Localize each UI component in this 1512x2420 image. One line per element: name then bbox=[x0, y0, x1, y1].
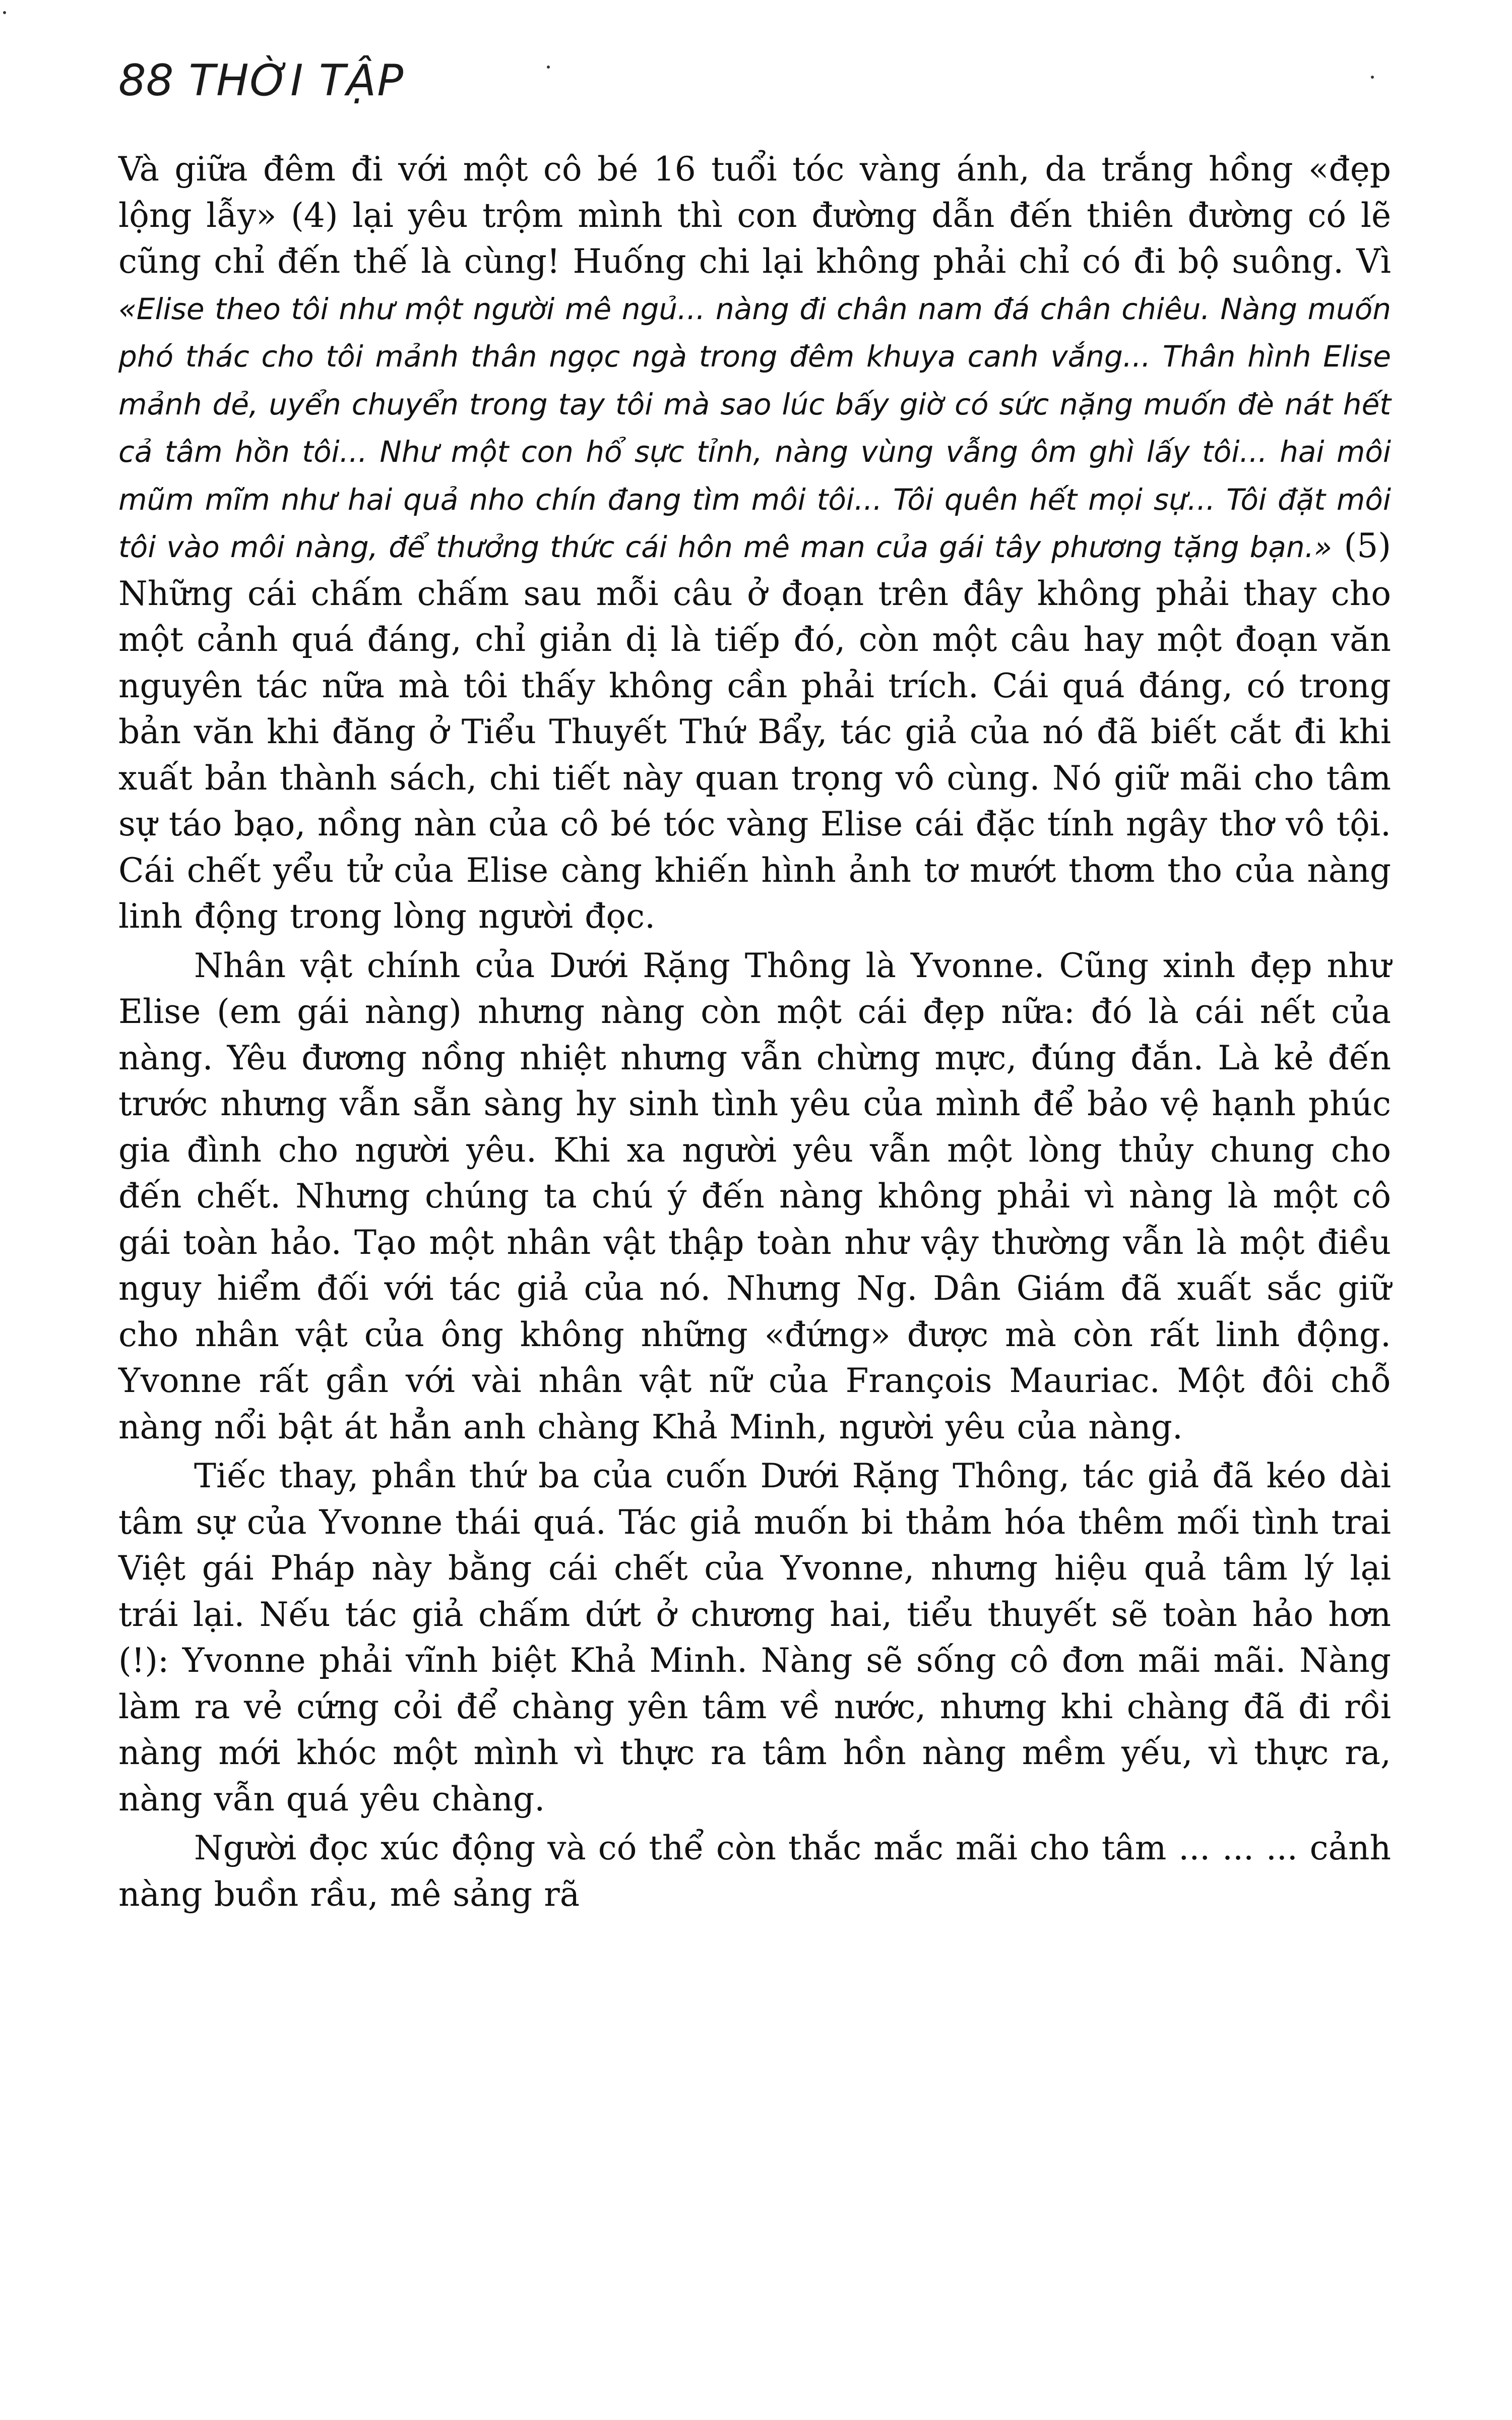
text-segment: Nhân vật chính của Dưới Rặng Thông là Yvonne. Cũng xinh đẹp như Elise (em gái nàng) nhưng nàng còn một cái đẹp nữa: đó là cái nết của nàng. Yêu đương nồng nhiệt nhưng vẫn chừng mực, đúng đắn. Là kẻ đến trước nhưng vẫn sẵn sàng hy sinh tình yêu của mình để bảo vệ hạnh phúc gia đình cho người yêu. Khi xa người yêu vẫn một lòng thủy chung cho đến chết. Nhưng chúng ta chú ý đến nàng không phải vì nàng là một cô gái toàn hảo. Tạo một nhân vật thập toàn như vậy thường vẫn là một điều nguy hiểm đối với tác giả của nó. Nhưng Ng. Dân Giám đã xuất sắc giữ cho nhân vật của ông không những «đứng» được mà còn rất linh động. Yvonne rất gần với vài nhân vật nữ của François Mauriac. Một đôi chỗ nàng nổi bật át hẳn anh chàng Khả Minh, người yêu của nàng. bbox=[118, 946, 1391, 1446]
page-header bbox=[118, 55, 1391, 126]
page-number: 88 bbox=[118, 55, 174, 106]
paragraph-1 bbox=[118, 146, 1391, 940]
scan-speck bbox=[1371, 76, 1374, 79]
paragraph-3 bbox=[118, 1453, 1391, 1822]
body-text bbox=[118, 146, 1391, 1917]
text-segment: Tiếc thay, phần thứ ba của cuốn Dưới Rặng Thông, tác giả đã kéo dài tâm sự của Yvonne thái quá. Tác giả muốn bi thảm hóa thêm mối tình trai Việt gái Pháp này bằng cái chết của Yvonne, nhưng hiệu quả tâm lý lại trái lại. Nếu tác giả chấm dứt ở chương hai, tiểu thuyết sẽ toàn hảo hơn (!): Yvonne phải vĩnh biệt Khả Minh. Nàng sẽ sống cô đơn mãi mãi. Nàng làm ra vẻ cứng cỏi để chàng yên tâm về nước, nhưng khi chàng đã đi rồi nàng mới khóc một mình vì thực ra tâm hồn nàng mềm yếu, vì thực ra, nàng vẫn quá yêu chàng. bbox=[118, 1457, 1391, 1819]
scan-speck bbox=[547, 66, 550, 69]
running-title: THỜI TẬP bbox=[188, 55, 405, 106]
quoted-passage: «Elise theo tôi như một người mê ngủ... nàng đi chân nam đá chân chiêu. Nàng muốn phó thác cho tôi mảnh thân ngọc ngà trong đêm khuya canh vắng... Thân hình Elise mảnh dẻ, uyển chuyển trong tay tôi mà sao lúc bấy giờ có sức nặng muốn đè nát hết cả tâm hồn tôi... Như một con hổ sực tỉnh, nàng vùng vẫng ôm ghì lấy tôi... hai môi mũm mĩm như hai quả nho chín đang tìm môi tôi... Tôi quên hết mọi sự... Tôi đặt môi tôi vào môi nàng, để thưởng thức cái hôn mê man của gái tây phương tặng bạn.» bbox=[118, 291, 1391, 564]
text-segment: Người đọc xúc động và có thể còn thắc mắc mãi cho tâm ... ... ... cảnh nàng buồn rầu, mê sảng rã bbox=[118, 1829, 1391, 1914]
paragraph-4 bbox=[118, 1825, 1391, 1917]
paragraph-2 bbox=[118, 943, 1391, 1450]
text-segment: (5) Những cái chấm chấm sau mỗi câu ở đoạn trên đây không phải thay cho một cảnh quá đáng, chỉ giản dị là tiếp đó, còn một câu hay một đoạn văn nguyên tác nữa mà tôi thấy không cần phải trích. Cái quá đáng, có trong bản văn khi đăng ở Tiểu Thuyết Thứ Bẩy, tác giả của nó đã biết cắt đi khi xuất bản thành sách, chi tiết này quan trọng vô cùng. Nó giữ mãi cho tâm sự táo bạo, nồng nàn của cô bé tóc vàng Elise cái đặc tính ngây thơ vô tội. Cái chết yểu tử của Elise càng khiến hình ảnh tơ mướt thơm tho của nàng linh động trong lòng người đọc. bbox=[118, 526, 1391, 936]
scan-speck bbox=[3, 11, 6, 14]
text-segment: Và giữa đêm đi với một cô bé 16 tuổi tóc vàng ánh, da trắng hồng «đẹp lộng lẫy» (4) lại yêu trộm mình thì con đường dẫn đến thiên đường có lẽ cũng chỉ đến thế là cùng! Huống chi lại không phải chỉ có đi bộ suông. Vì bbox=[118, 150, 1391, 281]
